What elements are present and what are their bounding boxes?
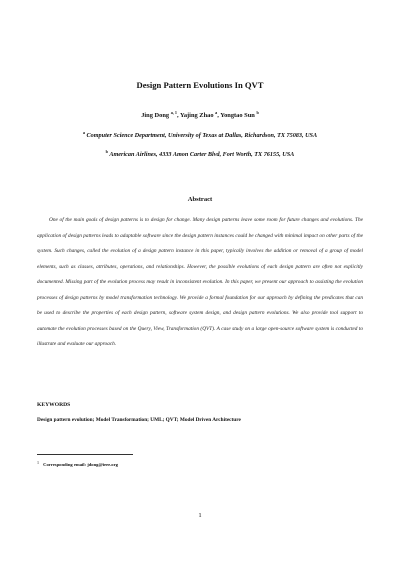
- affiliation-text: American Airlines, 4333 Amon Carter Blvd, Fort Worth, TX 76155, USA: [109, 151, 295, 158]
- author-affil-mark: b: [256, 110, 259, 115]
- author-name: Jing Dong: [141, 112, 170, 119]
- affiliation-mark: b: [105, 149, 109, 154]
- affiliation-text: Computer Science Department, University of Texas at Dallas, Richardson, TX 75083, USA: [86, 132, 318, 139]
- abstract-heading: Abstract: [187, 196, 213, 203]
- affiliation: [0, 132, 400, 139]
- affiliation-mark: a: [82, 130, 85, 135]
- affiliation: [0, 151, 400, 158]
- author-name: Yongtao Sun: [220, 112, 255, 119]
- keywords-heading: KEYWORDS: [37, 402, 71, 408]
- abstract-body: One of the main goals of design patterns is to design for change. Many design patterns leave some room for future changes and evolutions. The application of design patterns leads to adaptable software since the design pattern instances could be changed with minimal impact on other parts of the system. Such changes, called the evolution of a design pattern instance in this paper, typically involves the addition or removal of a group of model elements, such as classes, attributes, operations, and relationships. However, the possible evolutions of each design pattern are often not explicitly documented. Missing part of the evolution process may result in inconsistent evolution. In this paper, we present our approach to assisting the evolution processes of design patterns by model transformation technology. We provide a formal foundation for our approach by defining the predicates that can be used to describe the properties of each design pattern, software system design, and design pattern evolutions. We also provide tool support to automate the evolution processes based on the Query, View, Transformation (QVT). A case study on a large open-source software system is conducted to illustrate and evaluate our approach.: [37, 217, 363, 347]
- author-line: Jing Dong $^{a, 1}$, Yajing Zhao $^a$, Yongtao Sun $^b$: [141, 110, 259, 119]
- footnote: [37, 460, 118, 467]
- footnote-text: Corresponding email: jdong@ieee.org: [43, 462, 118, 467]
- footnote-rule: [37, 454, 133, 455]
- author-name: Yajing Zhao: [179, 112, 214, 119]
- page-number: 1: [198, 512, 202, 519]
- keywords-list: Design pattern evolution; Model Transformation; UML; QVT; Model Driven Architecture: [37, 417, 241, 423]
- author-affil-mark: a: [215, 110, 218, 115]
- footnote-mark: 1: [37, 460, 39, 465]
- author-affil-mark: a, 1: [170, 110, 177, 115]
- paper-title: Design Pattern Evolutions In QVT: [136, 80, 264, 90]
